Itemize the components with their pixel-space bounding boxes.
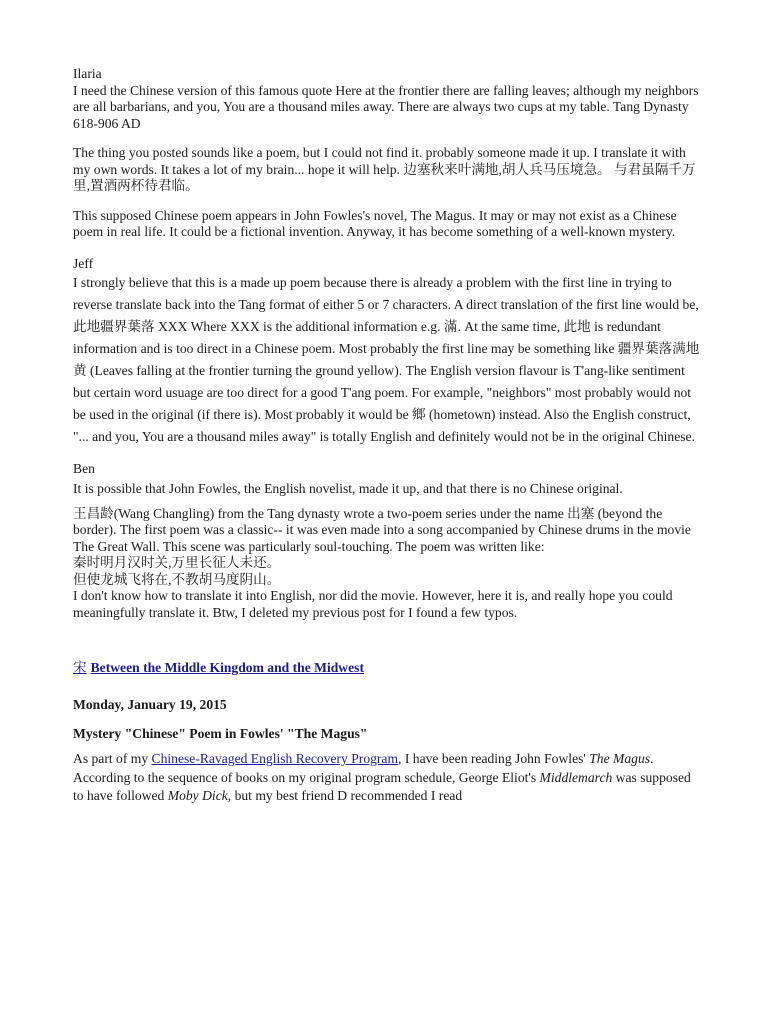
- post-body-part: was supposed to have followed: [73, 769, 691, 803]
- post-date: Monday, January 19, 2015: [73, 697, 227, 712]
- blog-logo-character: 宋: [73, 660, 87, 675]
- post-body-part: , I have been reading John Fowles': [398, 751, 590, 766]
- poem-line-1: 秦时明月汉时关,万里长征人未还。: [73, 555, 281, 570]
- comment-text-poem-translation: The thing you posted sounds like a poem, but I could not find it. probably someone made it up. I translate it with my own words. It takes a lot of my brain... hope it will help. 边塞秋来叶满地,胡人兵马压境急。 与君虽隔千万里,置酒两杯待君临。: [73, 145, 696, 193]
- book-title-moby-dick: Moby Dick: [167, 788, 228, 803]
- blog-title-link[interactable]: [73, 660, 364, 675]
- comment-text-ilaria: I need the Chinese version of this famous quote Here at the frontier there are falling leaves; although my neighbors are all barbarians, and you, You are a thousand miles away. There are always two cups at my table. Tang Dynasty 618-906 AD: [73, 82, 699, 131]
- poem-line-2: 但使龙城飞将在,不教胡马度阴山。: [73, 571, 281, 587]
- post-body-intro: As part of my: [73, 751, 152, 766]
- comment-text-ben: It is possible that John Fowles, the English novelist, made it up, and that there is no Chinese original.: [73, 480, 623, 496]
- blog-title-text: Between the Middle Kingdom and the Midwest: [90, 660, 364, 675]
- post-body-part: , but my best friend D recommended I read: [227, 788, 463, 803]
- comment-text-closing: I don't know how to translate it into English, nor did the movie. However, here it is, and really hope you could meaningfully translate it. Btw, I deleted my previous post for I found a few typos.: [73, 588, 673, 620]
- post-body: [73, 750, 703, 806]
- commenter-name-ben: Ben: [73, 461, 95, 476]
- document-page: [73, 66, 703, 806]
- comment-text-wang-changling: 王昌龄(Wang Changling) from the Tang dynasty wrote a two-poem series under the name 出塞 (beyond the border). The first poem was a classic-- it was even made into a song accompanied by Chinese drums in the movie The Great Wall. This scene was particularly soul-touching. The poem was written like:: [73, 505, 691, 554]
- comment-text-jeff: I strongly believe that this is a made up poem because there is already a problem with the first line in trying to reverse translate back into the Tang format of either 5 or 7 characters. A direct translation of the first line would be, 此地疆界葉落 XXX Where XXX is the additional information e.g. 滿. At the same time, 此地 is redundant information and is too direct in a Chinese poem. Most probably the first line may be something like 疆界葉落满地黄 (Leaves falling at the frontier turning the ground yellow). The English version flavour is T'ang-like sentiment but certain word usuage are too direct for a good T'ang poem. For example, "neighbors" most probably would not be used in the original (if there is). Most probably it would be 鄉 (hometown) instead. Also the English construct, "... and you, You are a thousand miles away" is totally English and definitely would not be in the original Chinese.: [73, 275, 700, 444]
- post-body-part: . According to the sequence of books on my original program schedule, George Eliot's: [73, 751, 654, 785]
- recovery-program-link[interactable]: Chinese-Ravaged English Recovery Program: [151, 751, 399, 766]
- commenter-name-ilaria: Ilaria: [73, 66, 102, 81]
- post-title: Mystery "Chinese" Poem in Fowles' "The Magus": [73, 726, 368, 741]
- book-title-the-magus: The Magus: [589, 751, 651, 766]
- commenter-name-jeff: Jeff: [73, 255, 94, 271]
- book-title-middlemarch: Middlemarch: [539, 769, 613, 785]
- comment-text-fowles: This supposed Chinese poem appears in John Fowles's novel, The Magus. It may or may not exist as a Chinese poem in real life. It could be a fictional invention. Anyway, it has become something of a well-known mystery.: [73, 207, 677, 239]
